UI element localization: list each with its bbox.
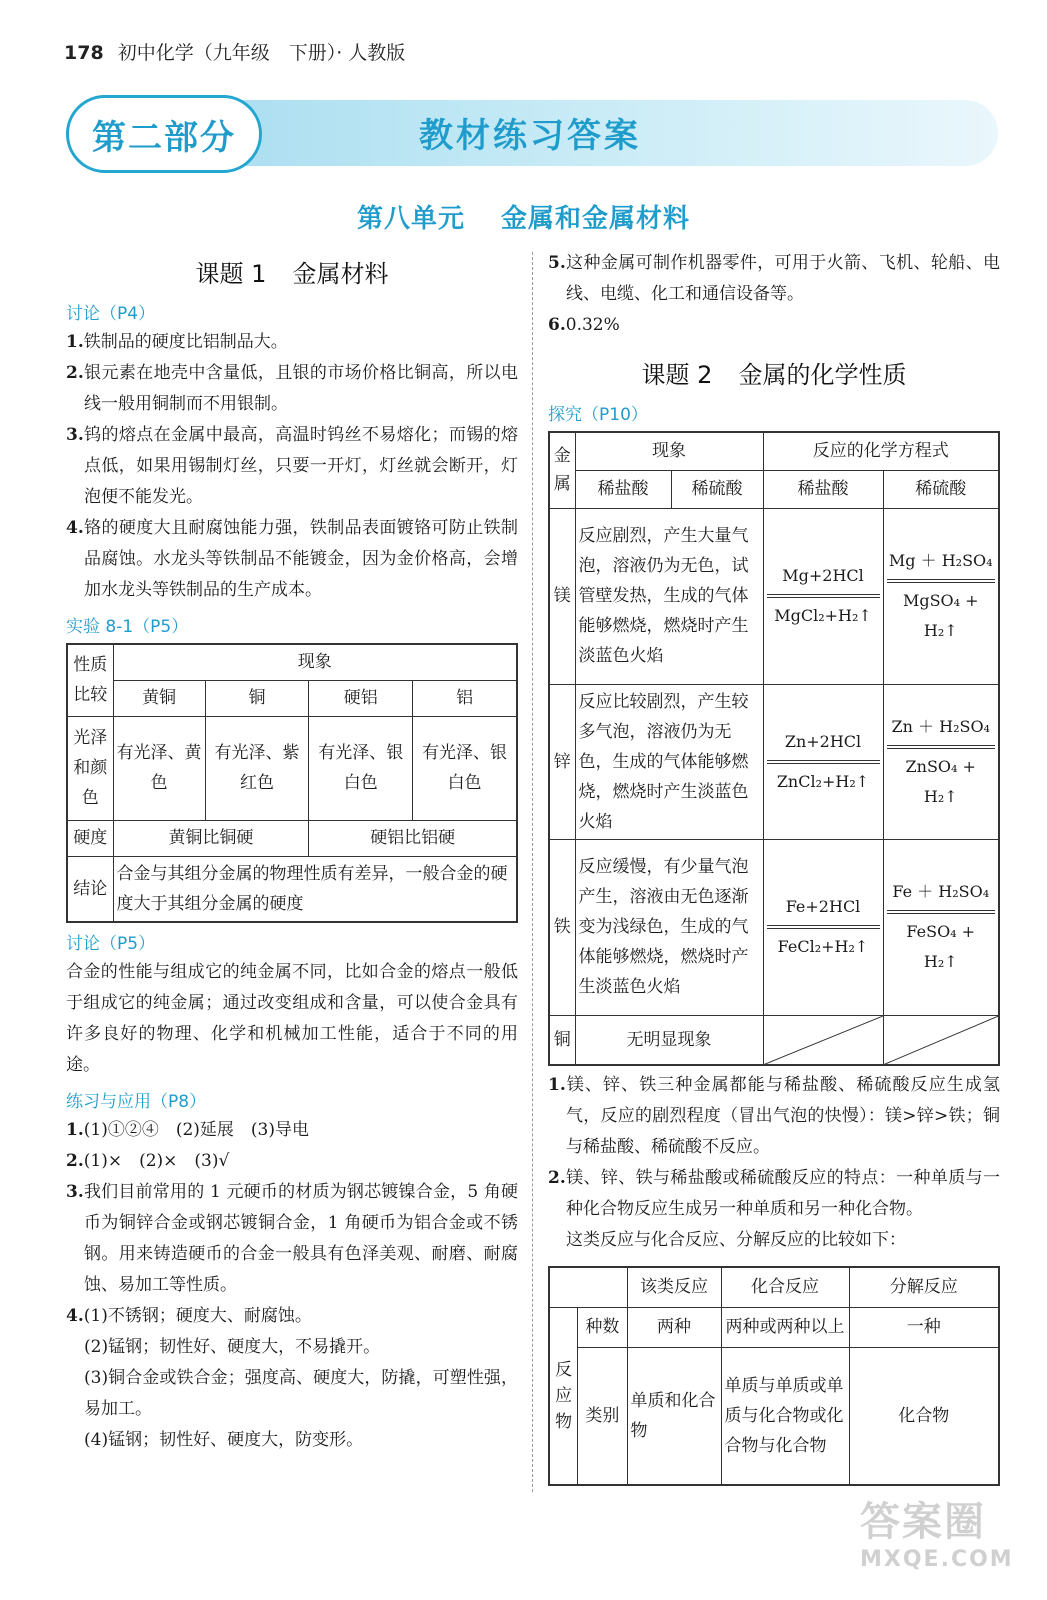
practice-q1: 1.(1)①②④ (2)延展 (3)导电: [66, 1119, 309, 1140]
phenomenon-magnesium: 反应剧烈，产生大量气泡，溶液仍为无色，试管壁发热，生成的气体能够燃烧，燃烧时产生淡蓝色火焰: [575, 508, 763, 684]
practice-q6: 6.0.32%: [548, 315, 620, 335]
header-metal: 金属: [549, 432, 575, 508]
metal-magnesium: 镁: [549, 508, 575, 684]
equation-zn-hcl: Zn+2HCl ZnCl₂+H₂↑: [763, 684, 883, 839]
count-combination: 两种或两种以上: [721, 1307, 849, 1347]
metal-copper: 铜: [549, 1015, 575, 1065]
header-eq-h2so4: 稀硫酸: [883, 470, 999, 508]
left-column: [66, 248, 518, 1456]
luster-aluminum: 有光泽、银白色: [413, 716, 517, 820]
equation-fe-h2so4: Fe ＋ H₂SO₄ FeSO₄ + H₂↑: [883, 839, 999, 1015]
metal-iron: 铁: [549, 839, 575, 1015]
diagonal-slash: [884, 1016, 999, 1065]
metal-aluminum: 铝: [413, 680, 517, 716]
luster-copper: 有光泽、紫红色: [205, 716, 309, 820]
hardness-duralumin-vs-aluminum: 硬铝比铝硬: [309, 820, 517, 856]
experiment-8-1-heading: 实验 8-1（P5）: [66, 617, 189, 637]
explore-answer-1: 1.镁、锌、铁三种金属都能与稀盐酸、稀硫酸反应生成氢气，反应的剧烈程度（冒出气泡的快慢）：镁>锌>铁；铜与稀盐酸、稀硫酸不反应。: [548, 1075, 1000, 1157]
right-column: [548, 248, 1000, 1490]
compare-header-decomposition: 分解反应: [849, 1267, 999, 1307]
lesson2-number: 课题 2: [641, 361, 713, 389]
reactant-group-label: 反应物: [549, 1307, 578, 1485]
header-eq-hcl: 稀盐酸: [763, 470, 883, 508]
lesson2-title: [548, 355, 1000, 390]
explore-p10-table: [548, 431, 1000, 1066]
phenomenon-copper: 无明显现象: [575, 1015, 763, 1065]
practice-p8-heading: 练习与应用（P8）: [66, 1091, 207, 1112]
equation-zn-h2so4: Zn ＋ H₂SO₄ ZnSO₄ + H₂↑: [883, 684, 999, 839]
column-divider: [532, 252, 533, 1492]
reaction-compare-table: [548, 1266, 1000, 1486]
discuss-p4-item-2: 2.银元素在地壳中含量低，且银的市场价格比铜高，所以电线一般用铜制而不用银制。: [66, 363, 518, 414]
compare-corner: [549, 1267, 627, 1307]
page-number: 178: [64, 42, 104, 64]
type-combination: 单质与单质或单质与化合物或化合物与化合物: [721, 1347, 849, 1485]
header-phenomenon: 现象: [575, 432, 763, 470]
count-decomposition: 一种: [849, 1307, 999, 1347]
part-label: 第二部分: [66, 95, 262, 173]
running-head: [64, 38, 405, 65]
unit-name: 金属和金属材料: [501, 204, 691, 234]
header-phen-h2so4: 稀硫酸: [671, 470, 763, 508]
discuss-p5-text: 合金的性能与组成它的纯金属不同，比如合金的熔点一般低于组成它的纯金属；通过改变组成和含量，可以使合金具有许多良好的物理、化学和机械加工性能，适合于不同的用途。: [66, 961, 518, 1075]
phenomenon-iron: 反应缓慢，有少量气泡产生，溶液由无色逐渐变为浅绿色，生成的气体能够燃烧，燃烧时产生淡蓝色火焰: [575, 839, 763, 1015]
row-luster-label: 光泽和颜色: [67, 716, 113, 820]
count-this: 两种: [627, 1307, 721, 1347]
practice-q4-2: (2)锰钢；韧性好、硬度大，不易撬开。: [84, 1336, 381, 1357]
site-watermark: [860, 1490, 1030, 1590]
unit-title: [0, 198, 1047, 235]
compare-header-combination: 化合反应: [721, 1267, 849, 1307]
lesson1-title: [66, 254, 518, 289]
header-property: 性质比较: [67, 644, 113, 716]
row-type-label: 类别: [578, 1347, 627, 1485]
conclusion-text: 合金与其组分金属的物理性质有差异，一般合金的硬度大于其组分金属的硬度: [113, 856, 517, 922]
diagonal-slash: [764, 1016, 883, 1065]
practice-q3: 3.我们目前常用的 1 元硬币的材质为钢芯镀镍合金，5 角硬币为铜锌合金或钢芯镀铜合金，1 角硬币为铝合金或不锈钢。用来铸造硬币的合金一般具有色泽美观、耐磨、耐腐蚀、易加工等性质。: [66, 1181, 518, 1295]
header-phen-hcl: 稀盐酸: [575, 470, 671, 508]
no-reaction-hcl-cell: [763, 1015, 883, 1065]
luster-brass: 有光泽、黄色: [113, 716, 205, 820]
explore-p10-heading: 探究（P10）: [548, 405, 648, 425]
unit-number: 第八单元: [356, 204, 465, 234]
practice-q4-3: (3)铜合金或铁合金；强度高、硬度大，防撬，可塑性强，易加工。: [84, 1367, 518, 1419]
discuss-p4-item-3: 3.钨的熔点在金属中最高，高温时钨丝不易熔化；而锡的熔点低，如果用锡制灯丝，只要一开灯，灯丝就会断开，灯泡便不能发光。: [66, 425, 518, 507]
discuss-p4-item-4: 4.铬的硬度大且耐腐蚀能力强，铁制品表面镀铬可防止铁制品腐蚀。水龙头等铁制品不能镀金，因为金价格高，会增加水龙头等铁制品的生产成本。: [66, 518, 518, 600]
lesson1-name: 金属材料: [292, 260, 389, 288]
watermark-logo: 答案圈: [860, 1499, 986, 1545]
header-phenomenon: 现象: [113, 644, 517, 680]
practice-q2: 2.(1)× (2)× (3)√: [66, 1150, 230, 1171]
metal-copper: 铜: [205, 680, 309, 716]
practice-q4-1: 4.(1)不锈钢；硬度大、耐腐蚀。: [66, 1305, 312, 1326]
hardness-brass-vs-copper: 黄铜比铜硬: [113, 820, 309, 856]
equation-mg-h2so4: Mg ＋ H₂SO₄ MgSO₄ + H₂↑: [883, 508, 999, 684]
row-conclusion-label: 结论: [67, 856, 113, 922]
compare-header-this: 该类反应: [627, 1267, 721, 1307]
equation-mg-hcl: Mg+2HCl MgCl₂+H₂↑: [763, 508, 883, 684]
header-equation: 反应的化学方程式: [763, 432, 999, 470]
discuss-p4-heading: 讨论（P4）: [66, 304, 156, 324]
compare-intro: 这类反应与化合反应、分解反应的比较如下：: [566, 1230, 906, 1250]
practice-q4-4: (4)锰钢；韧性好、硬度大，防变形。: [84, 1429, 364, 1450]
type-decomposition: 化合物: [849, 1347, 999, 1485]
explore-answer-2: 2.镁、锌、铁与稀盐酸或稀硫酸反应的特点：一种单质与一种化合物反应生成另一种单质和另一种化合物。: [548, 1168, 1000, 1219]
discuss-p5-heading: 讨论（P5）: [66, 933, 156, 954]
experiment-8-1-table: [66, 643, 518, 923]
row-count-label: 种数: [578, 1307, 627, 1347]
lesson2-name: 金属的化学性质: [738, 361, 907, 389]
equation-fe-hcl: Fe+2HCl FeCl₂+H₂↑: [763, 839, 883, 1015]
practice-q5: 5.这种金属可制作机器零件，可用于火箭、飞机、轮船、电线、电缆、化工和通信设备等。: [548, 253, 1000, 304]
metal-brass: 黄铜: [113, 680, 205, 716]
no-reaction-h2so4-cell: [883, 1015, 999, 1065]
luster-duralumin: 有光泽、银白色: [309, 716, 413, 820]
watermark-url: MXQE.COM: [860, 1547, 1014, 1572]
metal-zinc: 锌: [549, 684, 575, 839]
book-title: 初中化学（九年级 下册）· 人教版: [117, 42, 406, 64]
discuss-p4-item-1: 1.铁制品的硬度比铝制品大。: [66, 332, 288, 352]
type-this: 单质和化合物: [627, 1347, 721, 1485]
phenomenon-zinc: 反应比较剧烈，产生较多气泡，溶液仍为无色，生成的气体能够燃烧，燃烧时产生淡蓝色火焰: [575, 684, 763, 839]
banner-title: 教材练习答案: [419, 116, 641, 156]
row-hardness-label: 硬度: [67, 820, 113, 856]
metal-duralumin: 硬铝: [309, 680, 413, 716]
lesson1-number: 课题 1: [195, 260, 267, 288]
